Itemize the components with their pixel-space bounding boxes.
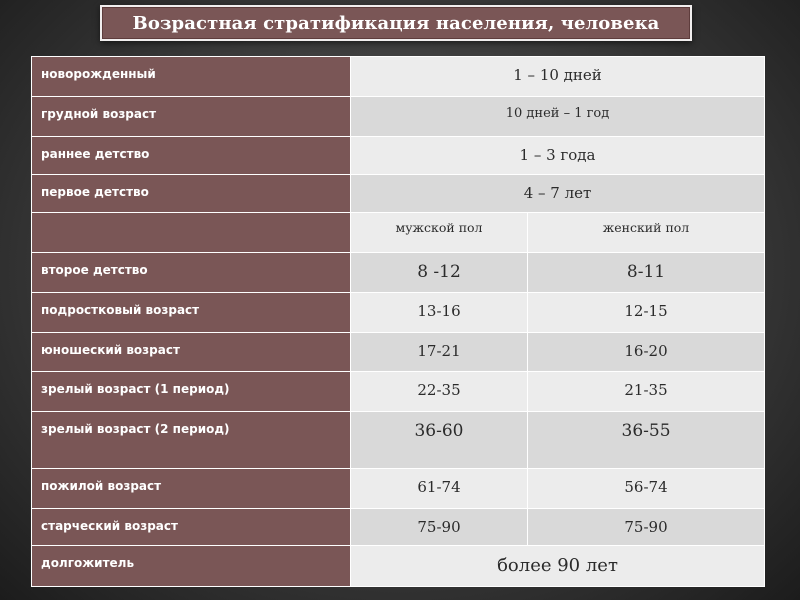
row-label: второе детство	[32, 253, 351, 293]
table-row	[32, 411, 765, 468]
female-value: 36-55	[528, 411, 765, 468]
female-value: 56-74	[528, 468, 765, 508]
row-label: пожилой возраст	[32, 468, 351, 508]
table-row	[32, 333, 765, 371]
male-value: 8 -12	[351, 253, 528, 293]
male-value: 61-74	[351, 468, 528, 508]
row-label: старческий возраст	[32, 508, 351, 545]
row-label: новорожденный	[32, 57, 351, 97]
row-value: 4 – 7 лет	[351, 175, 765, 213]
table-row	[32, 175, 765, 213]
female-value: 12-15	[528, 293, 765, 333]
row-label: зрелый возраст (1 период)	[32, 371, 351, 411]
table-row	[32, 545, 765, 586]
slide-title: Возрастная стратификация населения, человека	[132, 12, 660, 34]
male-value: 17-21	[351, 333, 528, 371]
table-row	[32, 253, 765, 293]
row-label: зрелый возраст (2 период)	[32, 411, 351, 468]
female-column-header: женский пол	[528, 213, 765, 253]
row-value: 1 – 10 дней	[351, 57, 765, 97]
table-row	[32, 57, 765, 97]
male-value: 22-35	[351, 371, 528, 411]
slide-title-box	[100, 5, 692, 41]
table-row	[32, 293, 765, 333]
row-label: подростковый возраст	[32, 293, 351, 333]
row-value: более 90 лет	[351, 545, 765, 586]
row-label: раннее детство	[32, 137, 351, 175]
row-label: долгожитель	[32, 545, 351, 586]
female-value: 8-11	[528, 253, 765, 293]
female-value: 75-90	[528, 508, 765, 545]
table-row	[32, 508, 765, 545]
table	[31, 56, 765, 587]
row-label: первое детство	[32, 175, 351, 213]
male-value: 13-16	[351, 293, 528, 333]
table-row	[32, 137, 765, 175]
row-value: 1 – 3 года	[351, 137, 765, 175]
male-column-header: мужской пол	[351, 213, 528, 253]
male-value: 36-60	[351, 411, 528, 468]
row-label: грудной возраст	[32, 97, 351, 137]
female-value: 16-20	[528, 333, 765, 371]
row-value: 10 дней – 1 год	[351, 97, 765, 137]
table-row	[32, 371, 765, 411]
female-value: 21-35	[528, 371, 765, 411]
age-stratification-table	[31, 56, 764, 587]
male-value: 75-90	[351, 508, 528, 545]
table-row-header	[32, 213, 765, 253]
table-row	[32, 468, 765, 508]
table-row	[32, 97, 765, 137]
empty-header-cell	[32, 213, 351, 253]
row-label: юношеский возраст	[32, 333, 351, 371]
